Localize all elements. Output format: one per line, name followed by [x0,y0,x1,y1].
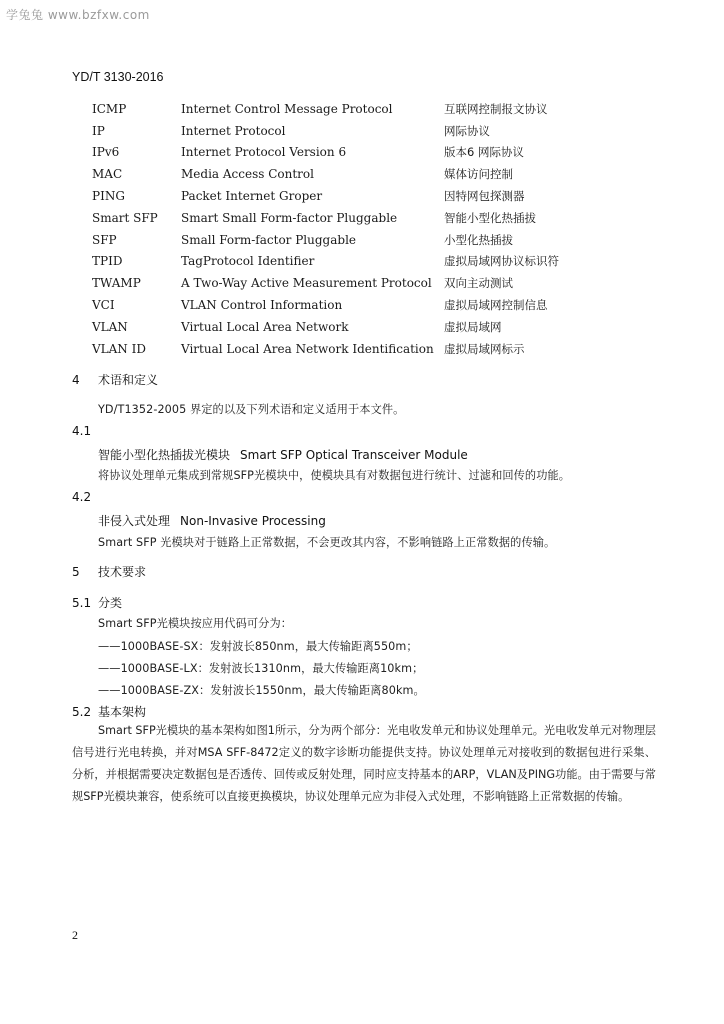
abbreviation-row [92,207,604,229]
chinese-term: 双向主动测试 [444,276,513,291]
subsection-4-1-number: 4.1 [72,424,92,438]
abbreviation-row [92,120,604,142]
term-chinese: 非侵入式处理 [98,514,171,528]
section-title: 基本架构 [98,705,147,719]
abbreviation-row [92,272,604,294]
abbreviation: TWAMP [92,276,141,291]
chinese-term: 网际协议 [444,123,490,138]
section-title: 分类 [98,596,123,610]
chinese-term: 虚拟局域网标示 [444,341,525,356]
english-term: Internet Protocol Version 6 [181,145,347,160]
chinese-term: 因特网包探测器 [444,189,525,204]
list-item: ——1000BASE-ZX：发射波长1550nm，最大传输距离80km。 [98,684,425,697]
list-item: ——1000BASE-LX：发射波长1310nm，最大传输距离10km； [98,662,424,675]
subsection-4-1-definition: 将协议处理单元集成到常规SFP光模块中，使模块具有对数据包进行统计、过滤和回传的功能。 [98,469,571,482]
abbreviations-table [92,98,604,360]
english-term: A Two-Way Active Measurement Protocol [181,276,432,291]
section-4-intro: YD/T1352-2005 界定的以及下列术语和定义适用于本文件。 [98,403,405,416]
section-number: 5.2 [72,705,92,719]
term-chinese: 智能小型化热插拔光模块 [98,448,231,462]
english-term: Internet Control Message Protocol [181,101,393,116]
section-number: 5 [72,565,80,579]
abbreviation-row [92,185,604,207]
section-5-heading [72,563,146,580]
subsection-4-2-number: 4.2 [72,490,92,504]
abbreviation-row [92,338,604,360]
abbreviation-row [92,98,604,120]
section-title: 术语和定义 [98,373,159,387]
section-number: 5.1 [72,596,92,610]
abbreviation: Smart SFP [92,210,158,225]
abbreviation: SFP [92,232,117,247]
abbreviation-row [92,142,604,164]
subsection-5-2-heading [72,703,146,720]
chinese-term: 虚拟局域网控制信息 [444,298,548,313]
abbreviation: VLAN [92,319,128,334]
english-term: TagProtocol Identifier [181,254,315,269]
abbreviation: MAC [92,167,123,182]
chinese-term: 版本6 网际协议 [444,145,524,160]
chinese-term: 虚拟局域网协议标识符 [444,254,559,269]
chinese-term: 互联网控制报文协议 [444,101,548,116]
abbreviation: TPID [92,254,123,269]
abbreviation-row [92,229,604,251]
architecture-paragraph: Smart SFP光模块的基本架构如图1所示，分为两个部分：光电收发单元和协议处理单元。光电收发单元对物理层信号进行光电转换，并对MSA SFF-8472定义的数字诊断功能提供支持。协议处理单元对接收到的数据包进行采集、分析，并根据需要决定数据包是否透传、回传或反射处理，同时应支持基本的ARP，VLAN及PING功能。由于需要与常规SFP光模块兼容，使系统可以直接更换模块，协议处理单元应为非侵入式处理，不影响链路上正常数据的传输。 [72,724,656,803]
term-english: Non-Invasive Processing [180,514,326,528]
abbreviation: IPv6 [92,145,120,160]
english-term: VLAN Control Information [181,298,343,313]
abbreviation: ICMP [92,101,127,116]
abbreviation: PING [92,189,125,204]
subsection-4-2-term [98,512,326,529]
english-term: Small Form-factor Pluggable [181,232,357,247]
watermark: 学兔兔 www.bzfxw.com [6,8,150,22]
english-term: Virtual Local Area Network [181,319,349,334]
abbreviation: VLAN ID [92,341,146,356]
subsection-4-1-term [98,446,468,463]
page-number: 2 [72,928,78,942]
english-term: Virtual Local Area Network Identification [181,341,434,356]
english-term: Internet Protocol [181,123,286,138]
chinese-term: 虚拟局域网 [444,319,502,334]
section-4-heading [72,371,158,388]
subsection-4-2-definition: Smart SFP 光模块对于链路上正常数据，不会更改其内容，不影响链路上正常数据的传输。 [98,536,556,549]
abbreviation-row [92,163,604,185]
section-number: 4 [72,373,80,387]
subsection-5-1-heading [72,594,122,611]
abbreviation: IP [92,123,105,138]
abbreviation-row [92,316,604,338]
classification-intro: Smart SFP光模块按应用代码可分为： [98,617,293,630]
section-title: 技术要求 [98,565,147,579]
abbreviation-row [92,251,604,273]
chinese-term: 媒体访问控制 [444,167,513,182]
chinese-term: 智能小型化热插拔 [444,210,536,225]
english-term: Media Access Control [181,167,314,182]
abbreviation: VCI [92,298,115,313]
english-term: Packet Internet Groper [181,189,323,204]
term-english: Smart SFP Optical Transceiver Module [240,448,468,462]
chinese-term: 小型化热插拔 [444,232,513,247]
english-term: Smart Small Form-factor Pluggable [181,210,398,225]
document-code: YD/T 3130-2016 [72,70,164,84]
abbreviation-row [92,294,604,316]
list-item: ——1000BASE-SX：发射波长850nm，最大传输距离550m； [98,640,418,653]
